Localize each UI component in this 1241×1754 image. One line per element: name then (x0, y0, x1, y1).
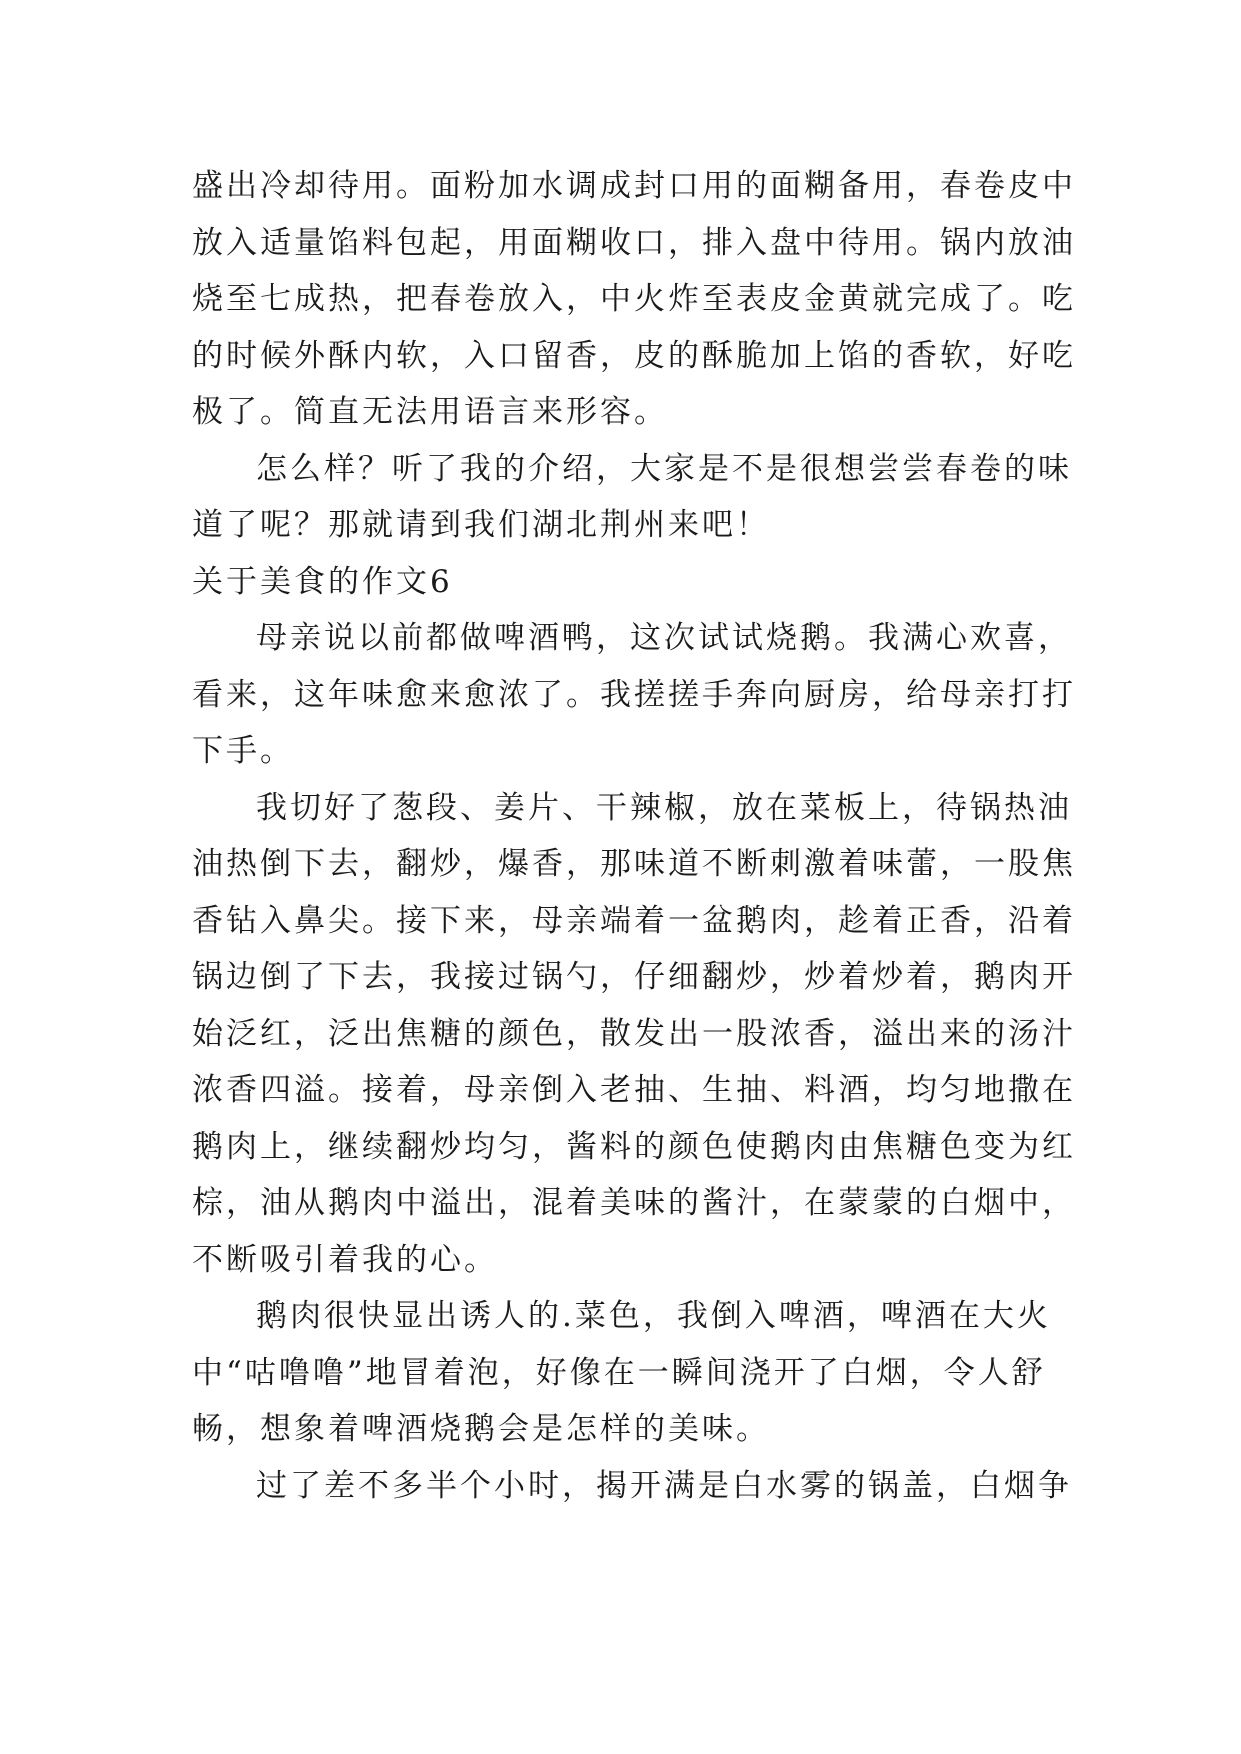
text-line: 棕，油从鹅肉中溢出，混着美味的酱汁，在蒙蒙的白烟中， (192, 1185, 1076, 1221)
text-line: 畅，想象着啤酒烧鹅会是怎样的美味。 (192, 1411, 770, 1447)
paragraph-start-line: 我切好了葱段、姜片、干辣椒，放在菜板上，待锅热油 (256, 789, 1072, 826)
text-line: 放入适量馅料包起，用面糊收口，排入盘中待用。锅内放油 (192, 224, 1076, 261)
paragraph-start-line: 过了差不多半个小时，揭开满是白水雾的锅盖，白烟争 (256, 1467, 1072, 1504)
text-line: 道了呢？那就请到我们湖北荆州来吧！ (192, 507, 770, 543)
text-line: 看来，这年味愈来愈浓了。我搓搓手奔向厨房，给母亲打打 (192, 676, 1076, 713)
text-line: 不断吸引着我的心。 (192, 1241, 498, 1278)
text-line: 油热倒下去，翻炒，爆香，那味道不断刺激着味蕾，一股焦 (192, 846, 1076, 882)
text-line: 中“咕噜噜”地冒着泡，好像在一瞬间浇开了白烟，令人舒 (192, 1354, 1046, 1391)
document-body (192, 158, 1076, 1514)
text-line: 下手。 (192, 733, 294, 769)
text-line: 烧至七成热，把春卷放入，中火炸至表皮金黄就完成了。吃 (192, 281, 1076, 317)
text-line: 锅边倒了下去，我接过锅勺，仔细翻炒，炒着炒着，鹅肉开 (192, 959, 1076, 995)
text-line: 鹅肉上，继续翻炒均匀，酱料的颜色使鹅肉由焦糖色变为红 (192, 1128, 1076, 1165)
text-line: 极了。简直无法用语言来形容。 (192, 394, 668, 430)
text-line: 始泛红，泛出焦糖的颜色，散发出一股浓香，溢出来的汤汁 (192, 1015, 1076, 1052)
text-line: 盛出冷却待用。面粉加水调成封口用的面糊备用，春卷皮中 (192, 168, 1076, 204)
section-heading: 关于美食的作文6 (192, 563, 453, 600)
paragraph-start-line: 怎么样？听了我的介绍，大家是不是很想尝尝春卷的味 (256, 450, 1072, 487)
paragraph-start-line: 鹅肉很快显出诱人的.菜色，我倒入啤酒，啤酒在大火 (256, 1298, 1051, 1334)
text-line: 浓香四溢。接着，母亲倒入老抽、生抽、料酒，均匀地撒在 (192, 1072, 1076, 1108)
text-line: 香钻入鼻尖。接下来，母亲端着一盆鹅肉，趁着正香，沿着 (192, 902, 1076, 939)
paragraph-start-line: 母亲说以前都做啤酒鸭，这次试试烧鹅。我满心欢喜， (256, 620, 1072, 656)
text-line: 的时候外酥内软，入口留香，皮的酥脆加上馅的香软，好吃 (192, 337, 1076, 374)
